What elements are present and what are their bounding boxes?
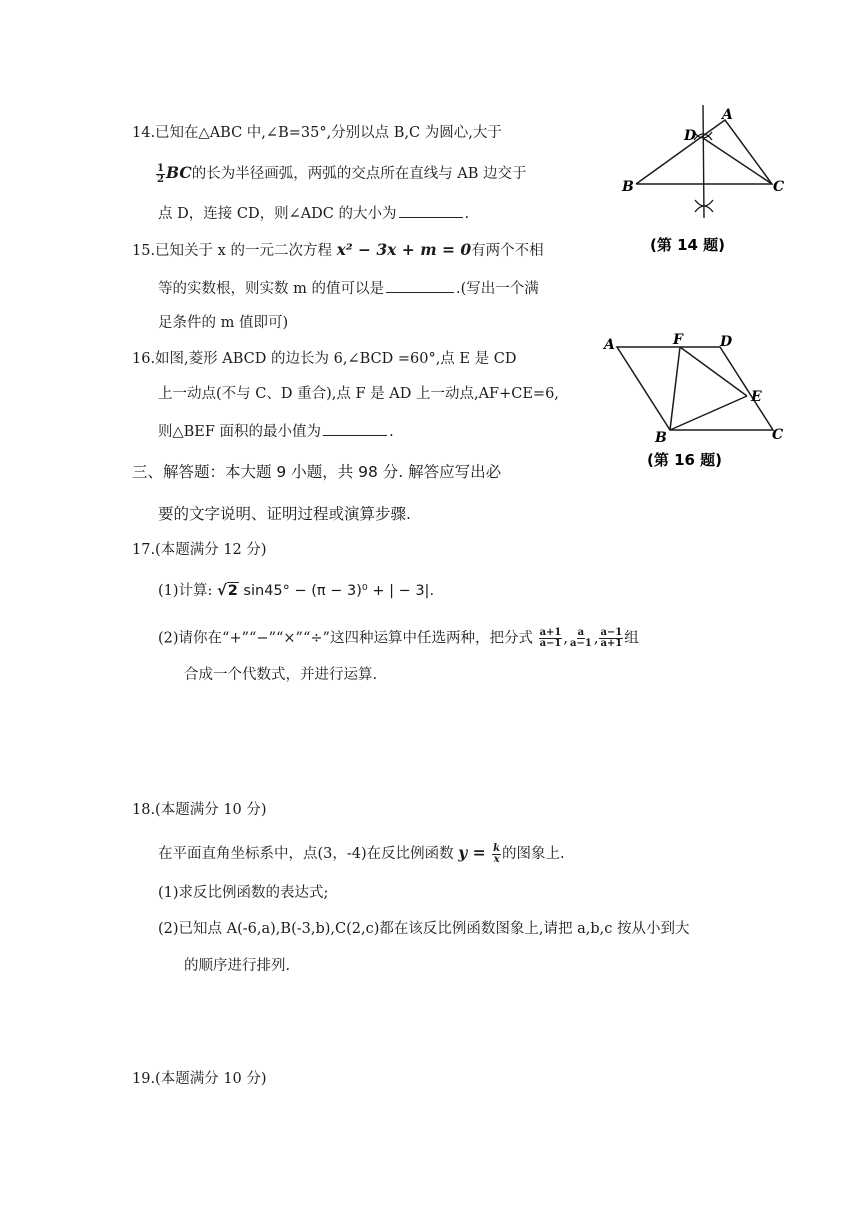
- q17-sqrt: √2: [217, 583, 238, 599]
- fig16-segment-be: [670, 396, 747, 430]
- q15-answer-blank: [386, 278, 454, 293]
- fig14-bisector-line: [703, 105, 704, 218]
- fig16-segment-bf: [670, 347, 680, 430]
- q17-fraction-3: $\frac{a-1}{a+1}$: [600, 627, 623, 649]
- figure-14: [610, 100, 800, 260]
- q17-expression: sin45° − (π − 3)⁰ + | − 3|.: [243, 583, 435, 599]
- q14-line1: 14.已知在△ABC 中,∠B=35°,分别以点 B,C 为圆心,大于: [132, 125, 502, 141]
- q15-line3: 足条件的 m 值即可): [158, 315, 289, 331]
- q18-header: 18.(本题满分 10 分): [132, 802, 267, 818]
- fig16-label-f: F: [673, 332, 683, 348]
- q14-bc-var: BC: [165, 163, 192, 182]
- q17-fraction-1: $\frac{a+1}{a-1}$: [539, 627, 562, 649]
- q15-line1: 15.已知关于 x 的一元二次方程 x² − 3x + m = 0有两个不相: [132, 240, 544, 259]
- fig14-label-d: D: [684, 128, 697, 144]
- q14-line2: $\frac{1}{2}$ BC的长为半径画弧，两弧的交点所在直线与 AB 边交于: [157, 162, 527, 185]
- fig16-caption: (第 16 题): [647, 451, 723, 469]
- q17-part1: (1)计算: √2 sin45° − (π − 3)⁰ + | − 3|.: [158, 583, 435, 599]
- q18-part2: (2)已知点 A(-6,a),B(-3,b),C(2,c)都在该反比例函数图象上,请把 a,b,c 按从小到大: [158, 921, 690, 937]
- fig16-segment-fe: [680, 347, 747, 396]
- q15-equation: x² − 3x + m = 0: [336, 240, 472, 259]
- fig14-label-b: B: [622, 179, 634, 195]
- q18-part1: (1)求反比例函数的表达式;: [158, 885, 329, 901]
- q16-line2: 上一动点(不与 C、D 重合),点 F 是 AD 上一动点,AF+CE=6,: [158, 386, 559, 402]
- q17-part2: (2)请你在“+”“−”“×”“÷”这四种运算中任选两种，把分式 $\frac{a+1}{a-1}$ , $\frac{a}{a-1}$ , $\frac{a-1}{a+1}$ 组: [158, 627, 639, 649]
- fig16-label-a: A: [604, 337, 615, 353]
- q19-header: 19.(本题满分 10 分): [132, 1071, 267, 1087]
- fig16-label-b: B: [655, 430, 667, 446]
- fig16-label-e: E: [751, 389, 762, 405]
- q16-line3: 则△BEF 面积的最小值为 .: [158, 421, 394, 442]
- q16-answer-blank: [323, 421, 387, 436]
- q18-part2-line2: 的顺序进行排列.: [184, 958, 291, 974]
- q17-part2-line2: 合成一个代数式，并进行运算.: [184, 667, 378, 683]
- fig14-segment-cd: [703, 138, 772, 184]
- fig16-label-c: C: [772, 427, 784, 443]
- fig16-label-d: D: [720, 334, 733, 350]
- fig14-label-a: A: [722, 107, 733, 123]
- q17-fraction-2: $\frac{a}{a-1}$: [570, 627, 592, 649]
- figure-16: [595, 330, 795, 475]
- q14-line3: 点 D，连接 CD，则∠ADC 的大小为 .: [158, 203, 469, 224]
- q16-line1: 16.如图,菱形 ABCD 的边长为 6,∠BCD =60°,点 E 是 CD: [132, 351, 517, 367]
- q18-function: y = $\frac{k}{x}$: [458, 842, 501, 865]
- q17-header: 17.(本题满分 12 分): [132, 542, 267, 558]
- section3-heading: 三、解答题：本大题 9 小题，共 98 分. 解答应写出必: [132, 463, 502, 481]
- q14-answer-blank: [399, 203, 463, 218]
- fig14-caption: (第 14 题): [650, 236, 726, 254]
- fig16-rhombus: [617, 347, 773, 430]
- q15-line2: 等的实数根，则实数 m 的值可以是 .(写出一个满: [158, 278, 539, 299]
- fig14-label-c: C: [773, 179, 785, 195]
- q18-line1: 在平面直角坐标系中，点(3，-4)在反比例函数 y = $\frac{k}{x}$ 的图象上.: [158, 842, 565, 865]
- section3-heading-line2: 要的文字说明、证明过程或演算步骤.: [158, 505, 411, 523]
- q14-fraction: $\frac{1}{2}$: [157, 162, 164, 185]
